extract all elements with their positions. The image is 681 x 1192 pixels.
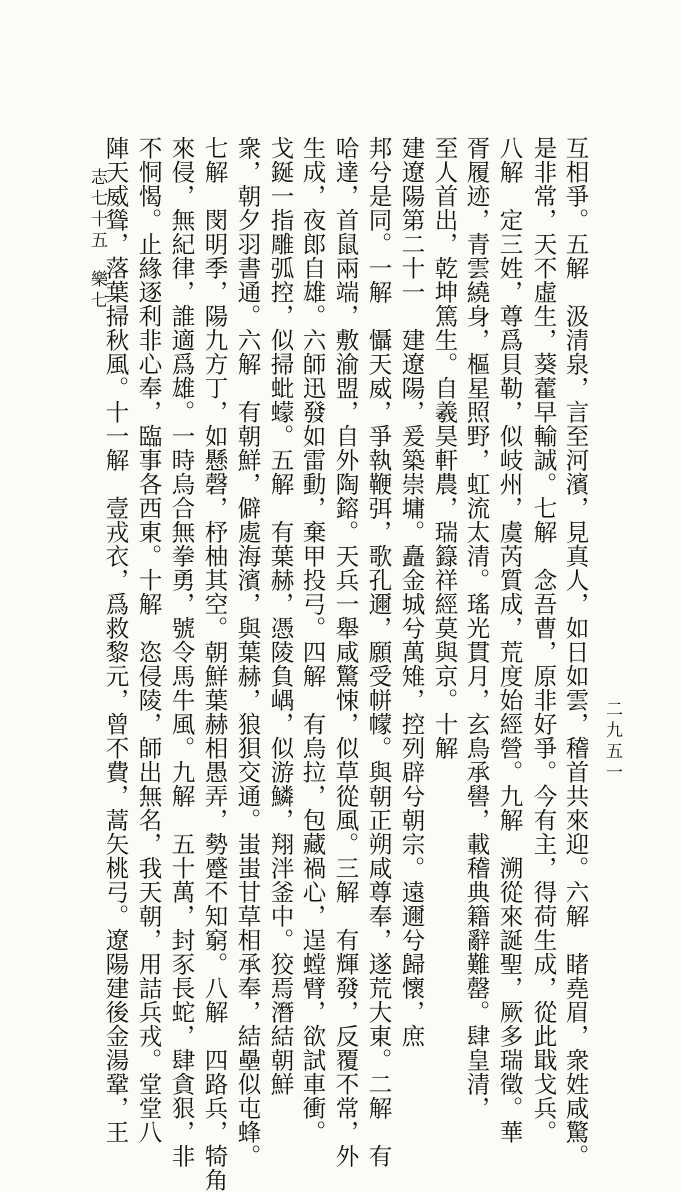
text-column-1: 互相爭。五解 汲清泉，言至河濱，見真人，如日如雲，稽首共來迎。六解 睹堯眉，衆姓咸驚。 <box>561 136 590 1168</box>
folio-volume: 志七十五 <box>87 168 107 252</box>
text-column-4: 胥履迹，青雲繞身，樞星照野，虹流太清。瑤光貫月，玄鳥承嚳，載稽典籍辭難罄。肆皇清， <box>462 136 491 1120</box>
text-column-5: 至人首出，乾坤篤生。自羲昊軒農，瑞籙祥經莫與京。十解 <box>430 136 459 760</box>
text-column-7: 邦兮是同。一解 懾天威，爭執鞭弭，歌孔邇，願受帡幪。與朝正朔咸尊奉，遂荒大東。二解 有 <box>364 136 393 1168</box>
text-column-3: 八解 定三姓，尊爲貝勒，似岐州，虞芮質成，荒度始經營。九解 溯從來誕聖，厥多瑞徵。華 <box>495 136 524 1144</box>
text-column-6-heading: 建遼陽第二十一 建遼陽，爰築崇墉。矗金城兮萬雉，控列辟兮朝宗。遠邇兮歸懷，庶 <box>397 136 426 1048</box>
text-column-11: 衆，朝夕羽書通。六解 有朝鮮，僻處海濱，與葉赫，狼狽交通。蚩蚩甘草相承奉，結壘似屯蜂。 <box>233 136 262 1168</box>
text-column-8: 哈達，首鼠兩端，敷渝盟，自外陶鎔。天兵一舉咸驚悚，似草從風。三解 有輝發，反覆不常，外 <box>331 136 360 1168</box>
text-column-12: 七解 閔明季，陽九方丁，如懸磬，杼柚其空。朝鮮葉赫相愚弄，勢蹙不知窮。八解 四路兵，犄角 <box>200 136 229 1192</box>
text-column-14: 不恫愒。止緣逐利非心奉，臨事各西東。十解 恣侵陵，師出無名，我天朝，用詰兵戎。堂堂八 <box>134 136 163 1144</box>
text-column-9: 生成，夜郎自雄。六師迅發如雷動，棄甲投弓。四解 有烏拉，包藏禍心，逞螳臂，欲試車衝。 <box>298 136 327 1144</box>
page-number: 二九五一 <box>602 700 622 784</box>
text-column-2: 是非常，天不虛生，葵藿早輸誠。七解 念吾曹，原非好爭。今有主，得荷生成，從此戢戈兵。 <box>529 136 558 1144</box>
folio-section: 樂七 <box>87 270 107 312</box>
text-column-13: 來侵，無紀律，誰適爲雄。一時烏合無拳勇，號令馬牛風。九解 五十萬，封豕長蛇，肆貪狠，非 <box>167 136 196 1168</box>
text-column-10: 戈鋋一指雕弧控，似掃蚍蠓。五解 有葉赫，憑陵負嵎，似游鱗，翔泮釜中。狡焉潛結朝鮮 <box>266 136 295 1096</box>
text-column-15: 陣天威聳，落葉掃秋風。十一解 壹戎衣，爲救黎元，曾不費，蒿矢桃弓。遼陽建後金湯鞏，王 <box>101 136 130 1144</box>
